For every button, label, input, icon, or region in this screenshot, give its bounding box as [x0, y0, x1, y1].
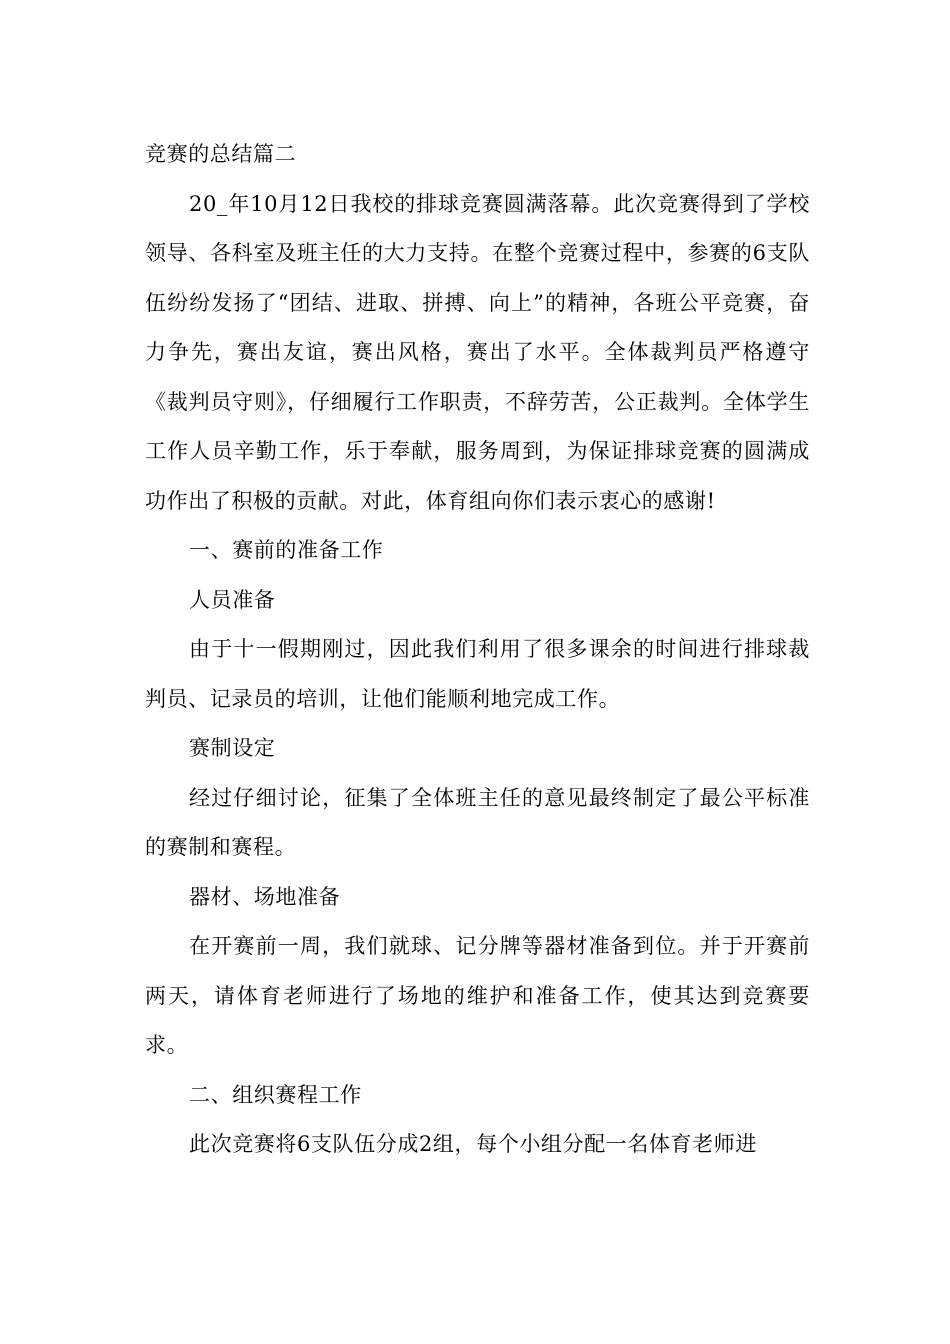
paragraph-rules: 经过仔细讨论，征集了全体班主任的意见最终制定了最公平标准的赛制和赛程。 — [145, 785, 810, 859]
paragraph-intro: 20_年10月12日我校的排球竞赛圆满落幕。此次竞赛得到了学校领导、各科室及班主任的大力支持。在整个竞赛过程中，参赛的6支队伍纷纷发扬了“团结、进取、拼搏、向上”的精神，各班公平竞赛，奋力争先，赛出友谊，赛出风格，赛出了水平。全体裁判员严格遵守《裁判员守则》，仔细履行工作职责，不辞劳苦，公正裁判。全体学生工作人员辛勤工作，乐于奉献，服务周到，为保证排球竞赛的圆满成功作出了积极的贡献。对此，体育组向你们表示衷心的感谢! — [145, 191, 810, 513]
paragraph-equipment: 在开赛前一周，我们就球、记分牌等器材准备到位。并于开赛前两天，请体育老师进行了场地的维护和准备工作，使其达到竞赛要求。 — [145, 934, 810, 1057]
section-heading-organization: 二、组织赛程工作 — [189, 1082, 362, 1107]
section-heading-preparation: 一、赛前的准备工作 — [189, 538, 384, 562]
document-body — [145, 130, 810, 1170]
paragraph-personnel: 由于十一假期刚过，因此我们利用了很多课余的时间进行排球裁判员、记录员的培训，让他们能顺利地完成工作。 — [145, 637, 810, 711]
paragraph-organization: 此次竞赛将6支队伍分成2组，每个小组分配一名体育老师进 — [189, 1132, 757, 1156]
subheading-rules: 赛制设定 — [189, 736, 276, 760]
subheading-personnel: 人员准备 — [189, 587, 276, 612]
document-title: 竞赛的总结篇二 — [145, 142, 297, 166]
subheading-equipment: 器材、场地准备 — [189, 884, 341, 909]
